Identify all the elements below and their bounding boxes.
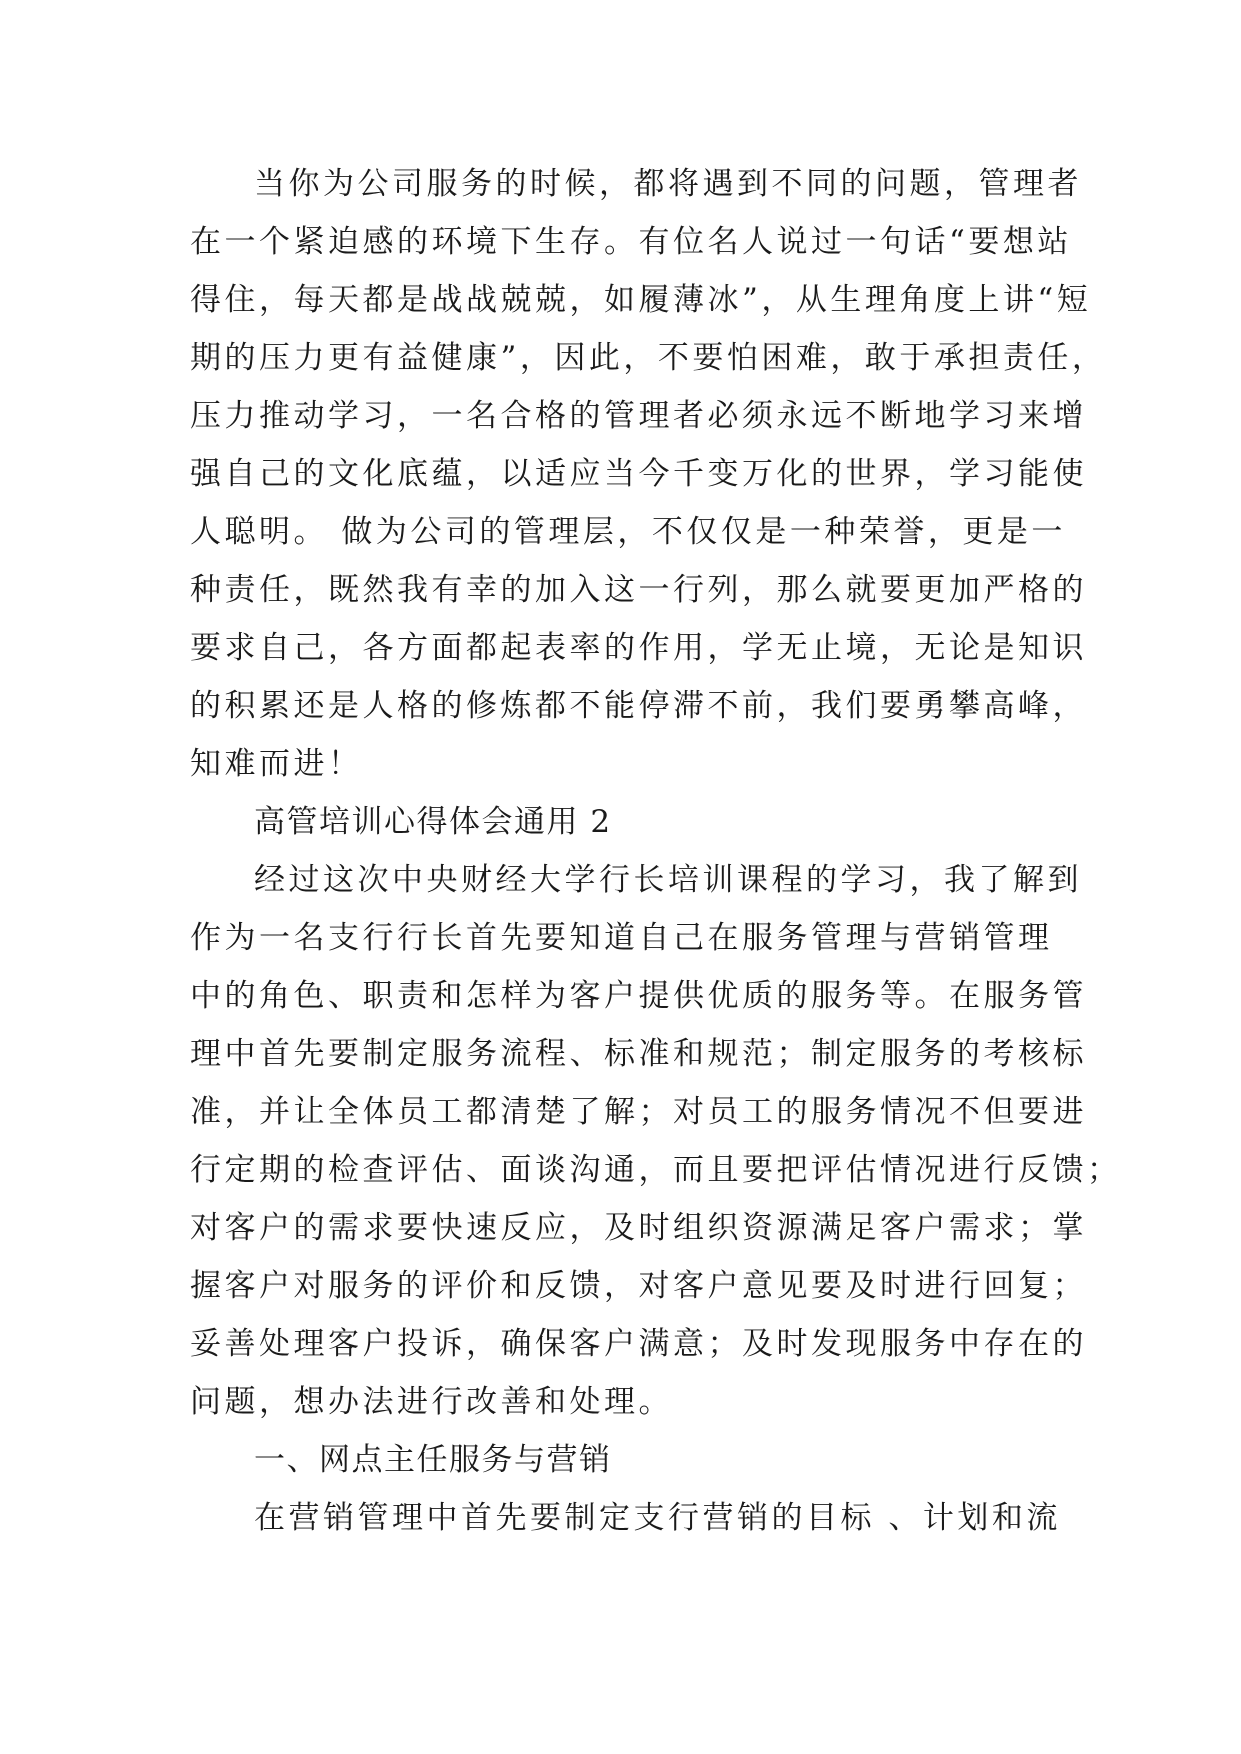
- document-body: [190, 155, 1122, 1547]
- paragraph-line: 种责任，既然我有幸的加入这一行列，那么就要更加严格的: [190, 572, 1087, 608]
- paragraph-line: 经过这次中央财经大学行长培训课程的学习，我了解到: [254, 862, 1082, 898]
- paragraph-line: 人聪明。 做为公司的管理层，不仅仅是一种荣誉，更是一: [190, 514, 1066, 550]
- paragraph-line: 握客户对服务的评价和反馈，对客户意见要及时进行回复；: [190, 1268, 1087, 1304]
- paragraph-line: 对客户的需求要快速反应，及时组织资源满足客户需求；掌: [190, 1210, 1087, 1246]
- paragraph-line: 妥善处理客户投诉，确保客户满意；及时发现服务中存在的: [190, 1326, 1087, 1362]
- paragraph-line: 得住，每天都是战战兢兢，如履薄冰”，从生理角度上讲“短: [190, 282, 1092, 318]
- section-heading: 一、网点主任服务与营销: [254, 1442, 612, 1478]
- paragraph-line: 作为一名支行行长首先要知道自己在服务管理与营销管理: [190, 920, 1053, 956]
- paragraph-line: 期的压力更有益健康”，因此，不要怕困难，敢于承担责任，: [190, 340, 1107, 376]
- paragraph-line: 在营销管理中首先要制定支行营销的目标 、计划和流: [254, 1500, 1061, 1536]
- paragraph-line: 知难而进！: [190, 746, 363, 782]
- paragraph-line: 在一个紧迫感的环境下生存。有位名人说过一句话“要想站: [190, 224, 1072, 260]
- paragraph-line: 问题，想办法进行改善和处理。: [190, 1384, 673, 1420]
- paragraph-line: 当你为公司服务的时候，都将遇到不同的问题，管理者: [254, 166, 1082, 202]
- paragraph-line: 理中首先要制定服务流程、标准和规范；制定服务的考核标: [190, 1036, 1087, 1072]
- paragraph-line: 要求自己，各方面都起表率的作用，学无止境，无论是知识: [190, 630, 1087, 666]
- paragraph-line: 压力推动学习，一名合格的管理者必须永远不断地学习来增: [190, 398, 1087, 434]
- paragraph-line: 强自己的文化底蕴，以适应当今千变万化的世界，学习能使: [190, 456, 1087, 492]
- paragraph-line: 准，并让全体员工都清楚了解；对员工的服务情况不但要进: [190, 1094, 1087, 1130]
- paragraph-line: 行定期的检查评估、面谈沟通，而且要把评估情况进行反馈；: [190, 1152, 1122, 1188]
- paragraph-line: 中的角色、职责和怎样为客户提供优质的服务等。在服务管: [190, 978, 1087, 1014]
- section-heading: 高管培训心得体会通用 2: [254, 804, 612, 840]
- paragraph-line: 的积累还是人格的修炼都不能停滞不前，我们要勇攀高峰，: [190, 688, 1087, 724]
